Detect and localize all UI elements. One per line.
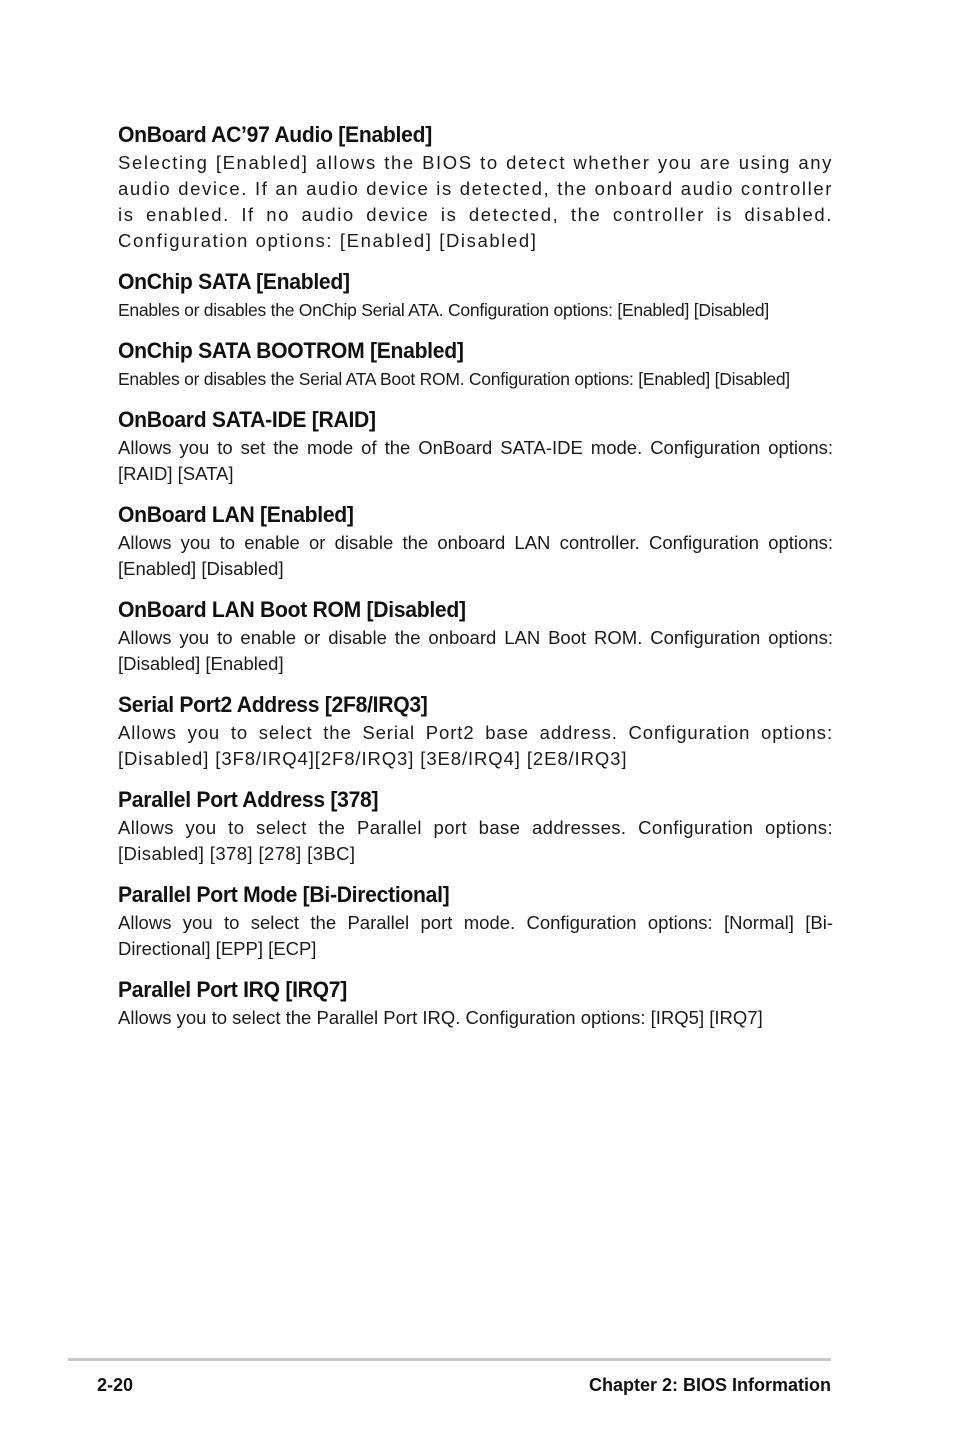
page-number: 2-20	[97, 1375, 134, 1395]
section-description: Allows you to enable or disable the onboard LAN Boot ROM. Configuration options: [Disabled] [Enabled]	[118, 627, 833, 674]
section-parallel-port-irq	[118, 975, 833, 1031]
section-description: Allows you to select the Parallel port base addresses. Configuration options: [Disabled] [378] [278] [3BC]	[118, 817, 833, 864]
section-heading: OnBoard LAN [Enabled]	[118, 502, 354, 527]
section-description: Allows you to select the Serial Port2 base address. Configuration options: [Disabled] [3F8/IRQ4][2F8/IRQ3] [3E8/IRQ4] [2E8/IRQ3]	[118, 722, 833, 769]
section-description: Enables or disables the Serial ATA Boot ROM. Configuration options: [Enabled] [Disabled]	[118, 369, 790, 389]
document-body	[118, 120, 833, 1044]
section-heading: Parallel Port IRQ [IRQ7]	[118, 977, 347, 1002]
chapter-title: Chapter 2: BIOS Information	[588, 1375, 831, 1395]
section-description: Allows you to select the Parallel port mode. Configuration options: [Normal] [Bi-Directional] [EPP] [ECP]	[118, 912, 833, 959]
section-heading: Parallel Port Address [378]	[118, 787, 379, 812]
section-onboard-lan-boot-rom	[118, 595, 833, 677]
section-onchip-sata	[118, 267, 833, 323]
page-footer	[97, 1372, 831, 1398]
section-onboard-sata-ide	[118, 405, 833, 487]
footer-divider	[68, 1358, 831, 1361]
section-heading: OnBoard LAN Boot ROM [Disabled]	[118, 597, 466, 622]
section-description: Selecting [Enabled] allows the BIOS to detect whether you are using any audio device. If an audio device is detected, the onboard audio controller is enabled. If no audio device is detected, the controller is disabled. Configuration options: [Enabled] [Disabled]	[118, 152, 833, 251]
section-description: Allows you to set the mode of the OnBoard SATA-IDE mode. Configuration options: [RAID] [SATA]	[118, 437, 833, 484]
section-parallel-port-address	[118, 785, 833, 867]
section-heading: Parallel Port Mode [Bi-Directional]	[118, 882, 450, 907]
section-heading: OnChip SATA BOOTROM [Enabled]	[118, 338, 464, 363]
section-description: Allows you to select the Parallel Port IRQ. Configuration options: [IRQ5] [IRQ7]	[118, 1007, 763, 1028]
section-heading: Serial Port2 Address [2F8/IRQ3]	[118, 692, 428, 717]
section-description: Enables or disables the OnChip Serial ATA. Configuration options: [Enabled] [Disabled]	[118, 300, 770, 320]
section-onchip-sata-bootrom	[118, 336, 833, 392]
section-parallel-port-mode	[118, 880, 833, 962]
section-heading: OnChip SATA [Enabled]	[118, 269, 350, 294]
section-heading: OnBoard SATA-IDE [RAID]	[118, 407, 376, 432]
section-description: Allows you to enable or disable the onboard LAN controller. Configuration options: [Enabled] [Disabled]	[118, 532, 833, 579]
section-serial-port2-address	[118, 690, 833, 772]
section-heading: OnBoard AC’97 Audio [Enabled]	[118, 122, 432, 147]
section-onboard-ac97-audio	[118, 120, 833, 254]
section-onboard-lan	[118, 500, 833, 582]
